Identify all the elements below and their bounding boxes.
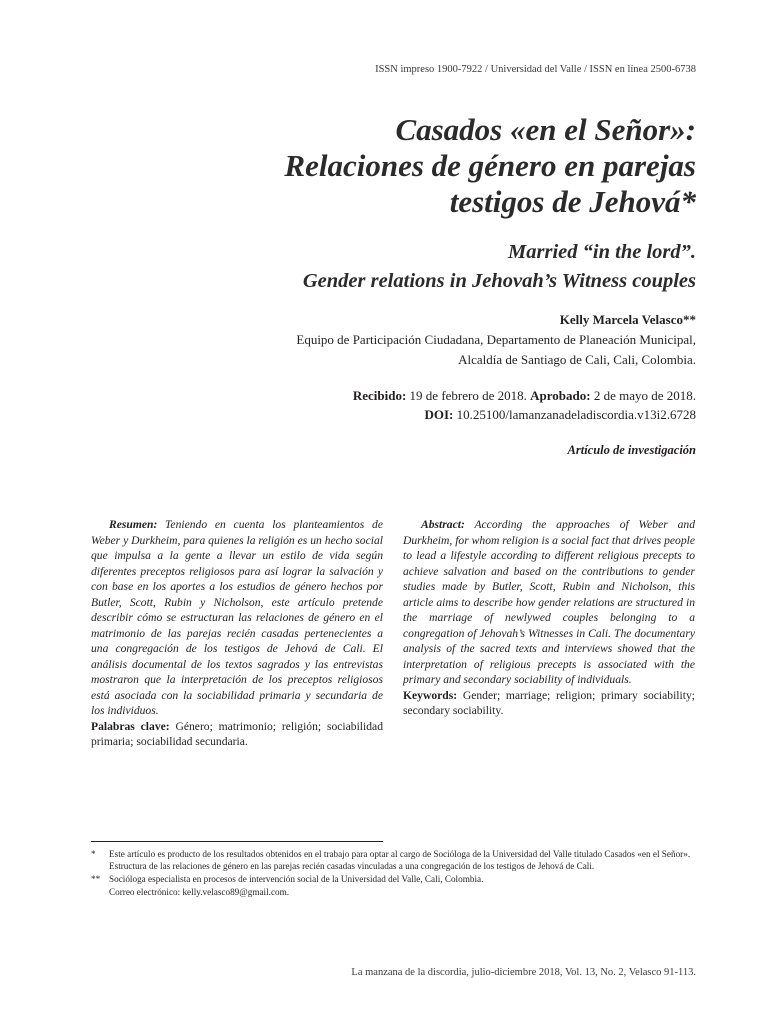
abstract-spanish-column bbox=[91, 517, 383, 750]
footnote-1-text: Este artículo es producto de los resultados obtenidos en el trabajo para optar al cargo de Socióloga de la Universidad del Valle titulado Casados «en el Señor». Estructura de las relaciones de género en las parejas recién casadas vinculadas a una congregación de los testigos de Jehová de Cali. bbox=[109, 849, 691, 872]
title-es-line-2: Relaciones de género en parejas bbox=[284, 148, 696, 183]
author-affiliation bbox=[176, 330, 696, 370]
resumen-label: Resumen: bbox=[109, 518, 158, 531]
approved-label: Aprobado: bbox=[530, 388, 591, 403]
footnotes bbox=[91, 848, 695, 899]
approved-value: 2 de mayo de 2018. bbox=[590, 388, 696, 403]
title-en-line-1: Married “in the lord”. bbox=[508, 241, 696, 263]
footnote-2-email: Correo electrónico: kelly.velasco89@gmail.com. bbox=[109, 886, 290, 897]
title-en-line-2: Gender relations in Jehovah’s Witness couples bbox=[302, 270, 696, 292]
keywords-text: Gender; marriage; religion; primary sociability; secondary sociability. bbox=[403, 688, 695, 717]
page-footer: La manzana de la discordia, julio-diciembre 2018, Vol. 13, No. 2, Velasco 91-113. bbox=[351, 967, 696, 978]
received-value: 19 de febrero de 2018. bbox=[406, 388, 531, 403]
footnote-1 bbox=[91, 848, 695, 872]
footnote-2 bbox=[91, 873, 695, 897]
title-es-line-3: testigos de Jehová* bbox=[449, 184, 696, 219]
title-english bbox=[176, 238, 696, 296]
keywords-label: Keywords: bbox=[403, 688, 458, 702]
author-name: Kelly Marcela Velasco** bbox=[559, 312, 696, 327]
doi-line bbox=[176, 405, 696, 424]
footnote-1-mark: * bbox=[91, 849, 96, 859]
issn-header: ISSN impreso 1900-7922 / Universidad del Valle / ISSN en línea 2500-6738 bbox=[375, 64, 696, 75]
abstract-text: According the approaches of Weber and Durkheim, for whom religion is a social fact that drives people to lead a lifestyle according to different religious precepts to achieve salvation and based on the contributions to gender studies made by Butler, Scott, Rubin and Nicholson, this article aims to describe how gender relations are structured in the marriage of newlywed couples belonging to a congregation of Jehovah’s Witnesses in Cali. The documentary analysis of the sacred texts and interviews showed that the interpretation of religious precepts is associated with the primary and secondary sociability of individuals. bbox=[403, 518, 695, 686]
affiliation-line-2: Alcaldía de Santiago de Cali, Cali, Colombia. bbox=[458, 352, 696, 367]
article-type: Artículo de investigación bbox=[567, 443, 696, 457]
palabras-clave-label: Palabras clave: bbox=[91, 719, 170, 733]
abstract-label: Abstract: bbox=[421, 518, 465, 531]
doi-label: DOI: bbox=[424, 407, 454, 422]
keywords-spanish bbox=[91, 719, 383, 750]
title-spanish bbox=[176, 112, 696, 220]
footnote-2-mark: ** bbox=[91, 874, 101, 885]
footnote-divider bbox=[91, 841, 383, 842]
affiliation-line-1: Equipo de Participación Ciudadana, Departamento de Planeación Municipal, bbox=[296, 332, 696, 347]
resumen-text: Teniendo en cuenta los planteamientos de Weber y Durkheim, para quienes la religión es un hecho social que impulsa a la gente a llevar un estilo de vida según diferentes preceptos religiosos para así lograr la salvación y con base en los aportes a los estudios de género hechos por Butler, Scott, Rubin y Nicholson, este artículo pretende describir cómo se estructuran las relaciones de género en el matrimonio de las parejas recién casadas pertenecientes a una congregación de los testigos de Jehová de Cali. El análisis documental de los textos sagrados y las entrevistas mostraron que la interpretación de los preceptos religiosos está asociada con la sociabilidad primaria y secundaria de los individuos. bbox=[91, 518, 383, 717]
keywords-english bbox=[403, 688, 695, 719]
abstract-english-column bbox=[403, 517, 695, 719]
title-es-line-1: Casados «en el Señor»: bbox=[395, 112, 696, 147]
received-label: Recibido: bbox=[352, 388, 407, 403]
abstract-english bbox=[403, 517, 695, 688]
footnote-2-text: Socióloga especialista en procesos de intervención social de la Universidad del Valle, Cali, Colombia. bbox=[109, 874, 484, 885]
doi-value: 10.25100/lamanzanadeladiscordia.v13i2.6728 bbox=[453, 407, 696, 422]
publication-dates bbox=[176, 386, 696, 424]
footnote-2-body bbox=[109, 873, 695, 897]
received-approved-line bbox=[176, 386, 696, 405]
abstract-spanish bbox=[91, 517, 383, 719]
palabras-clave-text: Género; matrimonio; religión; sociabilidad primaria; sociabilidad secundaria. bbox=[91, 719, 383, 748]
